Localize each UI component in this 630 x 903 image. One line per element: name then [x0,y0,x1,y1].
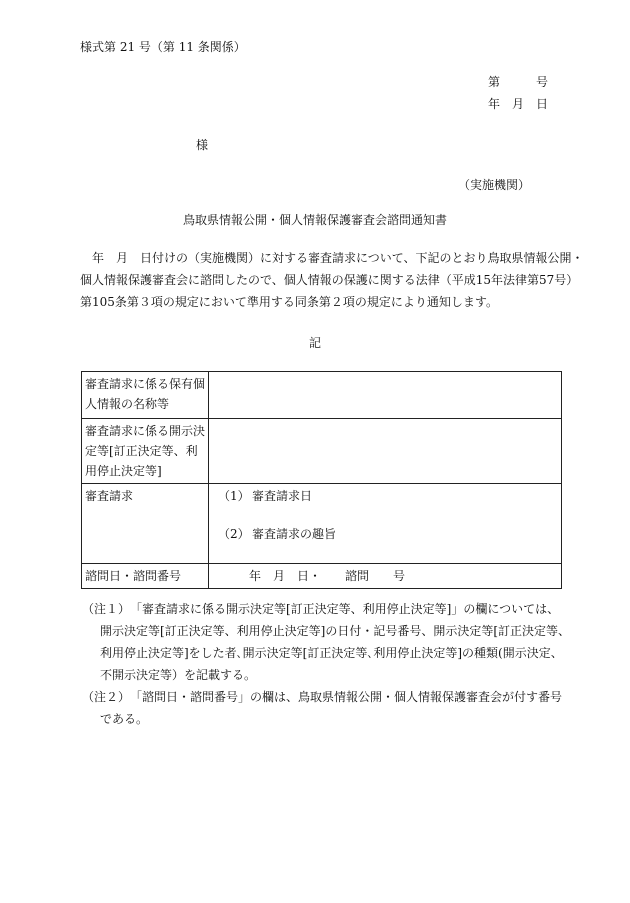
detail-table [81,371,562,589]
row-label-consultation: 諮問日・諮問番号 [82,564,209,589]
row-value-disclosure-decision [209,419,562,484]
row-label-disclosure-decision: 審査請求に係る開示決定等[訂正決定等、利用停止決定等] [82,419,209,484]
document-title: 鳥取県情報公開・個人情報保護審査会諮問通知書 [182,213,447,227]
document-number: 第 号 [488,75,549,89]
table-row [82,372,562,419]
table-row [82,484,562,564]
ki-heading: 記 [308,336,321,350]
note-line: 開示決定等[訂正決定等、利用停止決定等]の日付・記号番号、開示決定等[訂正決定等、 [100,624,571,638]
item-number: （2） [218,527,250,541]
document-date: 年 月 日 [488,97,549,111]
review-request-purpose-item [212,524,558,544]
note-line: である。 [100,712,149,726]
note-line: 利用停止決定等]をした者､開示決定等[訂正決定等､利用停止決定等]の種類(開示決定、 [100,646,563,660]
row-label-review-request: 審査請求 [82,484,209,564]
row-value-review-request [209,484,562,564]
notice-body [80,247,584,313]
table-row [82,419,562,484]
row-value-consultation: 年 月 日・ 諮問 号 [209,564,562,589]
row-label-holding-info: 審査請求に係る保有個人情報の名称等 [82,372,209,419]
notes [82,598,582,730]
item-text: 審査請求日 [252,489,313,503]
implementing-agency: （実施機関） [458,178,531,192]
note-line: （注２） 「諮問日・諮問番号」の欄は、鳥取県情報公開・個人情報保護審査会が付す番号 [82,690,563,704]
item-text: 審査請求の趣旨 [252,527,337,541]
table-row [82,564,562,589]
note-2 [82,686,582,730]
note-line: 不開示決定等）を記載する。 [100,668,257,682]
body-line: 個人情報保護審査会に諮問したので、個人情報の保護に関する法律（平成15年法律第57号） [80,273,579,287]
form-number: 様式第 21 号（第 11 条関係） [80,40,246,54]
review-request-date-item [212,486,558,506]
body-line: 年 月 日付けの（実施機関）に対する審査請求について、下記のとおり鳥取県情報公開・ [80,251,584,265]
note-line: （注１） 「審査請求に係る開示決定等[訂正決定等、利用停止決定等]」の欄については、 [82,602,560,616]
item-number: （1） [218,489,250,503]
note-1 [82,598,582,686]
addressee: 様 [196,138,209,152]
row-value-holding-info [209,372,562,419]
body-line: 第105条第３項の規定において準用する同条第２項の規定により通知します。 [80,295,498,309]
